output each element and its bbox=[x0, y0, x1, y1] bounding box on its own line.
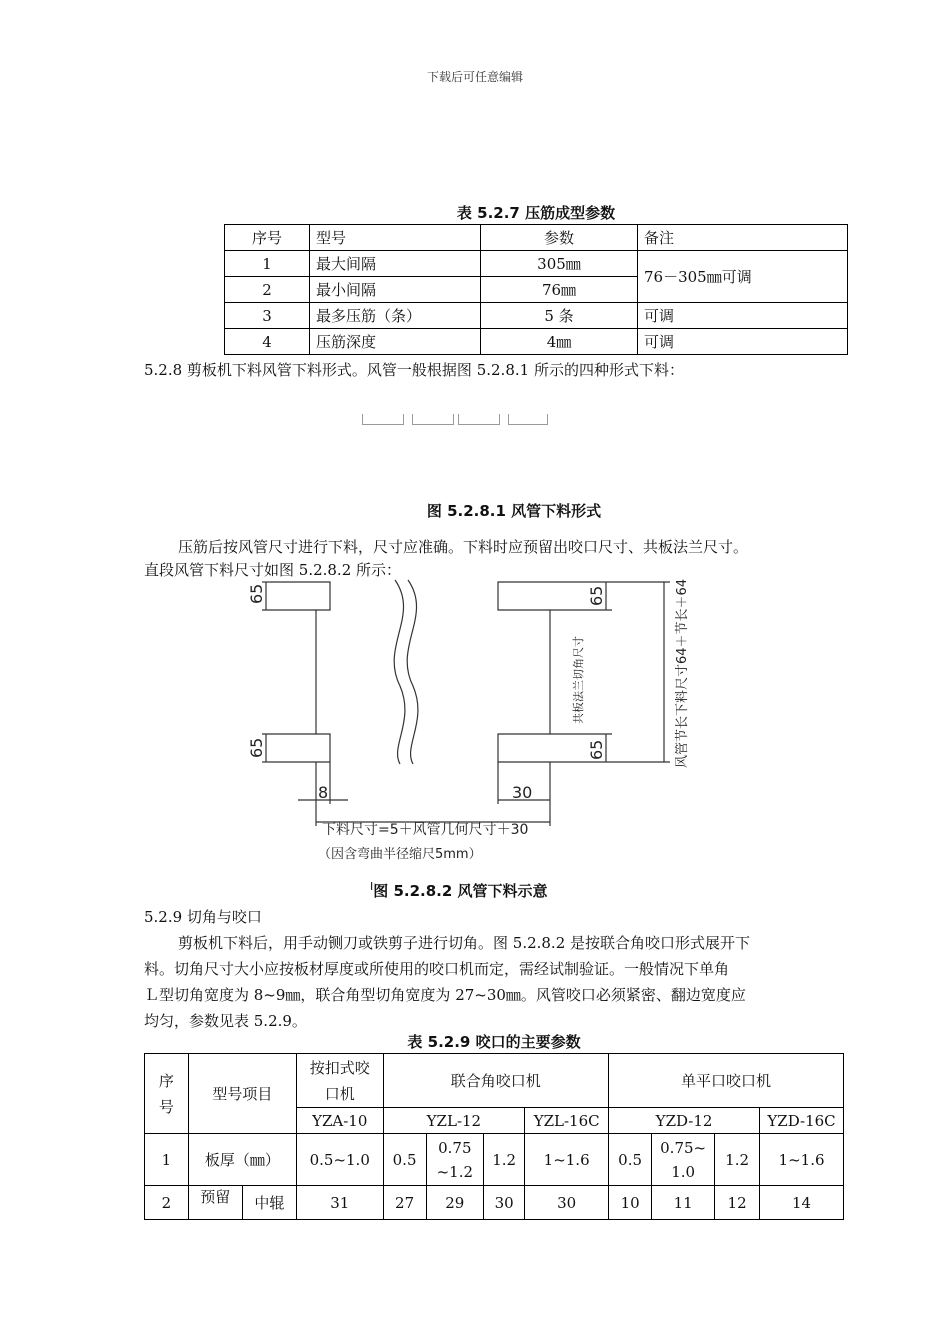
cell-value: 1.2 bbox=[715, 1134, 760, 1186]
cell-value: 30 bbox=[525, 1186, 609, 1220]
cell-value: 0.5~1.0 bbox=[296, 1134, 383, 1186]
table-row bbox=[225, 303, 848, 329]
cell-value: 14 bbox=[760, 1186, 844, 1220]
cell-no: 1 bbox=[145, 1134, 189, 1186]
th-model: YZL-16C bbox=[525, 1108, 609, 1134]
cell-value: 29 bbox=[426, 1186, 483, 1220]
th-note: 备注 bbox=[638, 225, 848, 251]
page-header: 下载后可任意编辑 bbox=[426, 70, 523, 84]
figure2-mark: I bbox=[370, 880, 374, 893]
figure1-caption: 图 5.2.8.1 风管下料形式 bbox=[426, 502, 602, 520]
cell-value: 0.75 ~1.2 bbox=[426, 1134, 483, 1186]
cell-note: 可调 bbox=[638, 303, 848, 329]
table-press-rib-params bbox=[224, 224, 848, 355]
dim-65-left-bottom: 65 bbox=[247, 737, 266, 758]
th-item: 型号项目 bbox=[188, 1054, 296, 1134]
paragraph-3-line-1: 剪板机下料后，用手动铡刀或铁剪子进行切角。图 5.2.8.2 是按联合角咬口形式展开下 bbox=[178, 934, 751, 952]
cell-model: 最多压筋（条） bbox=[310, 303, 481, 329]
cell-model: 最小间隔 bbox=[310, 277, 481, 303]
cell-param: 5 条 bbox=[481, 303, 638, 329]
dim-65-right-bottom: 65 bbox=[587, 739, 606, 760]
figure2-caption: 图 5.2.8.2 风管下料示意 bbox=[373, 882, 548, 900]
th-single-machine: 单平口咬口机 bbox=[609, 1054, 844, 1108]
cell-param: 76㎜ bbox=[481, 277, 638, 303]
cell-item-b: 中辊 bbox=[242, 1186, 296, 1220]
cell-no: 2 bbox=[225, 277, 310, 303]
table-row bbox=[145, 1134, 844, 1186]
cell-value: 0.5 bbox=[609, 1134, 652, 1186]
paragraph-3-line-2: 料。切角尺寸大小应按板材厚度或所使用的咬口机而定，需经试制验证。一般情况下单角 bbox=[144, 960, 730, 978]
cell-no: 3 bbox=[225, 303, 310, 329]
th-snap-machine: 按扣式咬口机 bbox=[296, 1054, 383, 1108]
duct-cutting-drawing bbox=[240, 576, 710, 870]
figure-cutting-forms-thumbnail bbox=[360, 412, 550, 430]
cell-value: 12 bbox=[715, 1186, 760, 1220]
table-seaming-params bbox=[144, 1053, 844, 1220]
cell-value: 1.2 bbox=[484, 1134, 525, 1186]
figure2-caption-row bbox=[370, 880, 590, 901]
th-no: 序号 bbox=[145, 1054, 189, 1134]
dim-65-left-top: 65 bbox=[247, 583, 266, 604]
cell-note-merged: 76－305㎜可调 bbox=[638, 251, 848, 303]
paragraph-3-line-4: 均匀，参数见表 5.2.9。 bbox=[144, 1012, 307, 1030]
cell-value: 0.5 bbox=[383, 1134, 426, 1186]
table1-caption: 表 5.2.7 压筋成型参数 bbox=[456, 204, 616, 222]
bottom-formula: 下料尺寸=5＋风管几何尺寸＋30 bbox=[322, 822, 529, 838]
th-model: YZL-12 bbox=[383, 1108, 525, 1134]
cell-value: 27 bbox=[383, 1186, 426, 1220]
table-row bbox=[225, 329, 848, 355]
table-row bbox=[225, 251, 848, 277]
cell-param: 4㎜ bbox=[481, 329, 638, 355]
cell-note: 可调 bbox=[638, 329, 848, 355]
paragraph-2-line-2: 直段风管下料尺寸如图 5.2.8.2 所示： bbox=[144, 561, 402, 579]
th-union-machine: 联合角咬口机 bbox=[383, 1054, 609, 1108]
cell-model: 最大间隔 bbox=[310, 251, 481, 277]
cell-value: 30 bbox=[484, 1186, 525, 1220]
dim-8: 8 bbox=[318, 783, 329, 802]
th-model: YZD-12 bbox=[609, 1108, 760, 1134]
cell-value: 10 bbox=[609, 1186, 652, 1220]
cell-param: 305㎜ bbox=[481, 251, 638, 277]
dim-30: 30 bbox=[512, 783, 533, 802]
th-no: 序号 bbox=[225, 225, 310, 251]
cell-item: 板厚（㎜） bbox=[188, 1134, 296, 1186]
cell-no: 1 bbox=[225, 251, 310, 277]
bottom-note: （因含弯曲半径缩尺5mm） bbox=[318, 847, 482, 862]
table-row bbox=[145, 1186, 844, 1220]
paragraph-3-line-3: Ｌ型切角宽度为 8~9㎜，联合角型切角宽度为 27~30㎜。风管咬口必须紧密、翻边宽度应 bbox=[144, 986, 746, 1004]
th-model: YZD-16C bbox=[760, 1108, 844, 1134]
cell-model: 压筋深度 bbox=[310, 329, 481, 355]
cell-item-a: 预留 bbox=[188, 1186, 242, 1220]
cell-no: 2 bbox=[145, 1186, 189, 1220]
section-5-2-9: 5.2.9 切角与咬口 bbox=[144, 908, 262, 926]
paragraph-5-2-8: 5.2.8 剪板机下料风管下料形式。风管一般根据图 5.2.8.1 所示的四种形式下料： bbox=[144, 361, 684, 379]
cell-value: 11 bbox=[652, 1186, 715, 1220]
table-header-row bbox=[145, 1054, 844, 1108]
cell-value: 1~1.6 bbox=[525, 1134, 609, 1186]
cell-value: 31 bbox=[296, 1186, 383, 1220]
cell-no: 4 bbox=[225, 329, 310, 355]
th-model: YZA-10 bbox=[296, 1108, 383, 1134]
th-model: 型号 bbox=[310, 225, 481, 251]
paragraph-2-line-1: 压筋后按风管尺寸进行下料，尺寸应准确。下料时应预留出咬口尺寸、共板法兰尺寸。 bbox=[178, 538, 749, 556]
cell-value: 1~1.6 bbox=[760, 1134, 844, 1186]
cell-value: 0.75~ 1.0 bbox=[652, 1134, 715, 1186]
table-header-row bbox=[225, 225, 848, 251]
table2-caption: 表 5.2.9 咬口的主要参数 bbox=[407, 1033, 581, 1051]
th-param: 参数 bbox=[481, 225, 638, 251]
right-dimension-label: 风管节长下料尺寸64＋节长＋64 bbox=[675, 578, 690, 768]
dim-65-right-top: 65 bbox=[587, 585, 606, 606]
center-dimension-label: 共板法兰切角尺寸 bbox=[572, 636, 585, 724]
